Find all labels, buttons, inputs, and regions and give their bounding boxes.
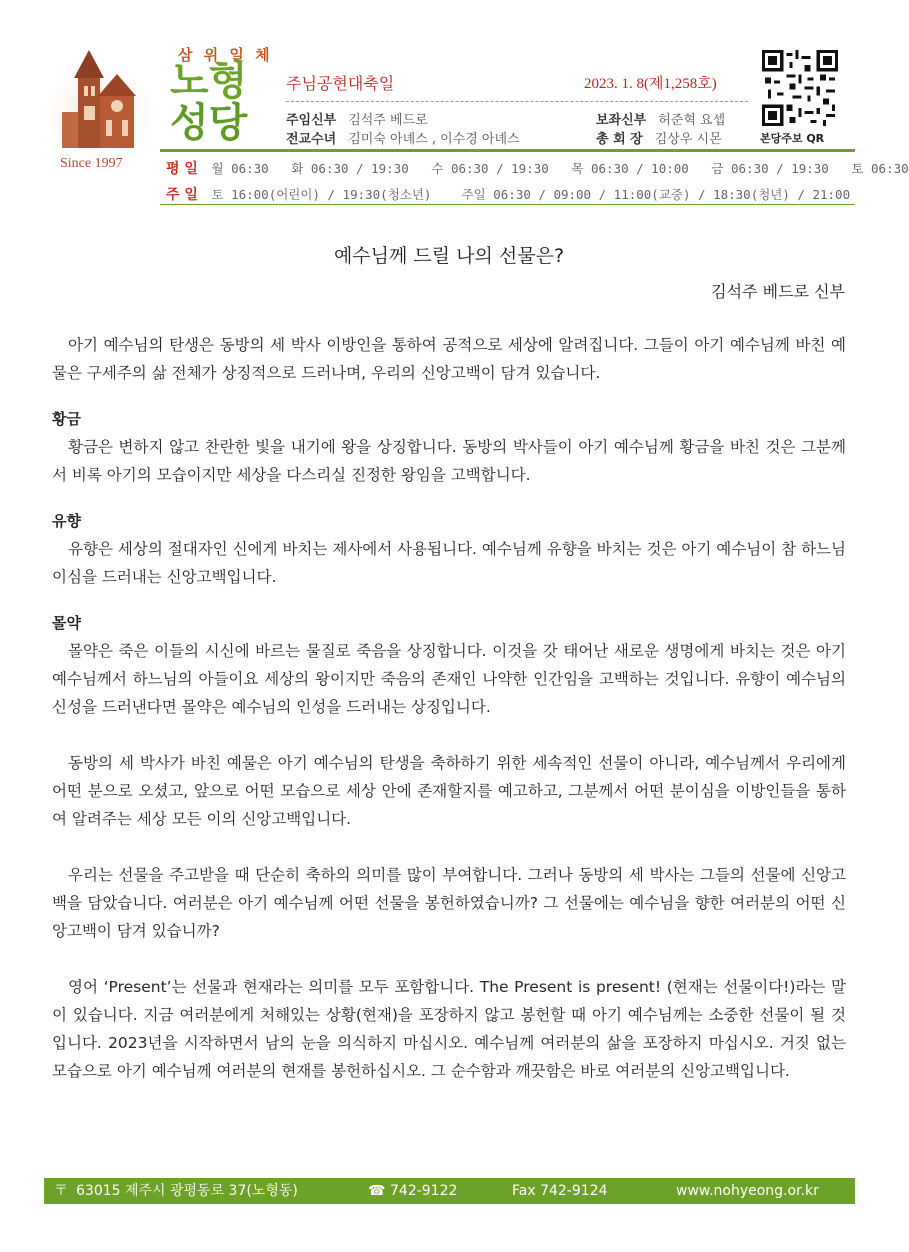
staff-role: 주임신부: [286, 113, 337, 128]
section-heading-myrrh: 몰약: [52, 614, 81, 632]
staff-name: 김상우 시몬: [654, 132, 722, 147]
qr-label: 본당주보 QR: [760, 132, 825, 145]
section-heading-frankincense: 유향: [52, 512, 81, 530]
staff-role: 전교수녀: [286, 132, 337, 147]
issue-number: 2023. 1. 8(제1,258호): [584, 76, 717, 92]
staff-name: 김석주 베드로: [348, 113, 428, 128]
phone-icon: ☎: [368, 1183, 386, 1199]
mass-times: 06:30: [871, 161, 909, 176]
staff-name: 김미숙 아녜스 , 이수경 아녜스: [348, 132, 520, 147]
section-text-myrrh: 몰약은 죽은 이들의 시신에 바르는 물질로 죽음을 상징합니다. 이것을 갓 태어난 새로운 생명에게 바치는 것은 아기 예수님께서 하느님의 아들이요 세상의 왕이지만 죽음의 존재인 나약한 인간임을 고백하는 것입니다. 유향이 예수님의 신성을 드러낸다면 몰약은 예수님의 인성을 드러내는 상징입니다.: [52, 642, 846, 716]
staff-sisters: [286, 128, 520, 147]
spacer: [52, 945, 846, 973]
qr-code-icon[interactable]: [762, 50, 838, 126]
footer-fax: Fax 742-9124: [512, 1183, 608, 1199]
footer-bar: [44, 1178, 855, 1204]
dotted-divider: [286, 101, 748, 102]
spacer: [52, 591, 846, 609]
day-name: 금: [711, 161, 724, 176]
header-divider: [160, 149, 855, 152]
motto: 삼 위 일 체: [178, 46, 273, 64]
mass-times: 06:30 / 10:00: [590, 161, 689, 176]
footer-address: 63015 제주시 광평동로 37(노형동): [76, 1183, 298, 1199]
church-building-logo: [44, 46, 156, 158]
weekday-label: 평 일: [166, 161, 198, 177]
section-text-frankincense: 유향은 세상의 절대자인 신에게 바치는 제사에서 사용됩니다. 예수님께 유향을 바치는 것은 아기 예수님이 참 하느님이심을 드러내는 신앙고백입니다.: [52, 540, 846, 586]
footer-phone[interactable]: 742-9122: [390, 1183, 458, 1199]
day-name: 월: [211, 161, 224, 176]
sunday-mass-times: 주일 06:30 / 09:00 / 11:00(교중) / 18:30(청년) / 21:00: [461, 187, 851, 202]
mass-times: 06:30 / 19:30: [450, 161, 549, 176]
day-name: 화: [291, 161, 304, 176]
footer-website-link[interactable]: www.nohyeong.or.kr: [676, 1183, 819, 1199]
day-name: 목: [571, 161, 584, 176]
postal-icon: 〒: [54, 1183, 68, 1199]
mass-times: 06:30 / 19:30: [310, 161, 409, 176]
saturday-mass-times: 토 16:00(어린이) / 19:30(청소년): [211, 187, 432, 202]
feast-title: 주님공현대축일: [286, 74, 395, 93]
staff-president: [596, 128, 722, 147]
since-year: Since 1997: [60, 156, 123, 171]
day-name: 토: [851, 161, 864, 176]
sunday-label: 주 일: [166, 187, 198, 203]
spacer: [52, 489, 846, 507]
day-name: 수: [431, 161, 444, 176]
mass-times: 06:30: [231, 161, 269, 176]
section-heading-gold: 황금: [52, 410, 81, 428]
body-paragraph: 동방의 세 박사가 바친 예물은 아기 예수님의 탄생을 축하하기 위한 세속적인 선물이 아니라, 예수님께서 우리에게 어떤 분으로 오셨고, 앞으로 어떤 모습으로 세상 안에 존재할지를 예고하고, 그분께서 어떤 분이심을 이방인들을 통하여 알려주는 세상 모든 이의 신앙고백입니다.: [52, 754, 846, 828]
sunday-schedule: [166, 184, 850, 204]
article-author: 김석주 베드로 신부: [711, 282, 845, 301]
body-paragraph: 영어 ‘Present’는 선물과 현재라는 의미를 모두 포함합니다. The Present is present! (현재는 선물이다!)라는 말이 있습니다. 지금 여러분에게 처해있는 상황(현재)을 포장하지 않고 봉헌할 때 아기 예수님께는 소중한 선물이 될 것입니다. 2023년을 시작하면서 남의 눈을 의식하지 마십시오. 예수님께 여러분의 삶을 포장하지 마십시오. 거짓 없는 모습으로 아기 예수님께 여러분의 현재를 봉헌하십시오. 그 순수함과 깨끗함은 바로 여러분의 신앙고백입니다.: [52, 978, 846, 1080]
staff-name: 허준혁 요셉: [658, 113, 726, 128]
staff-role: 보좌신부: [596, 113, 647, 128]
article-body: [52, 331, 846, 1085]
staff-assistant: [596, 109, 725, 128]
spacer: [52, 833, 846, 861]
article-title: 예수님께 드릴 나의 선물은?: [333, 245, 565, 267]
spacer: [52, 721, 846, 749]
mass-times: 06:30 / 19:30: [731, 161, 829, 176]
spacer: [52, 387, 846, 405]
section-text-gold: 황금은 변하지 않고 찬란한 빛을 내기에 왕을 상징합니다. 동방의 박사들이 아기 예수님께 황금을 바친 것은 그분께서 비록 아기의 모습이지만 세상을 다스리실 진정한 왕임을 고백합니다.: [52, 438, 846, 484]
parish-name-line2: 성당: [170, 100, 248, 146]
parish-name-line1: 노형: [170, 58, 248, 104]
body-paragraph: 우리는 선물을 주고받을 때 단순히 축하의 의미를 많이 부여합니다. 그러나 동방의 세 박사는 그들의 선물에 신앙고백을 담았습니다. 여러분은 아기 예수님께 어떤 선물을 봉헌하였습니까? 그 선물에는 예수님을 향한 여러분의 어떤 신앙고백이 담겨 있습니까?: [52, 866, 846, 940]
intro-paragraph: 아기 예수님의 탄생은 동방의 세 박사 이방인을 통하여 공적으로 세상에 알려집니다. 그들이 아기 예수님께 바친 예물은 구세주의 삶 전체가 상징적으로 드러나며, 우리의 신앙고백이 담겨 있습니다.: [52, 336, 846, 382]
weekday-schedule: [166, 158, 909, 178]
schedule-divider: [160, 204, 855, 205]
staff-role: 총 회 장: [596, 132, 643, 147]
staff-pastor: [286, 109, 428, 128]
parish-name: [170, 60, 270, 144]
